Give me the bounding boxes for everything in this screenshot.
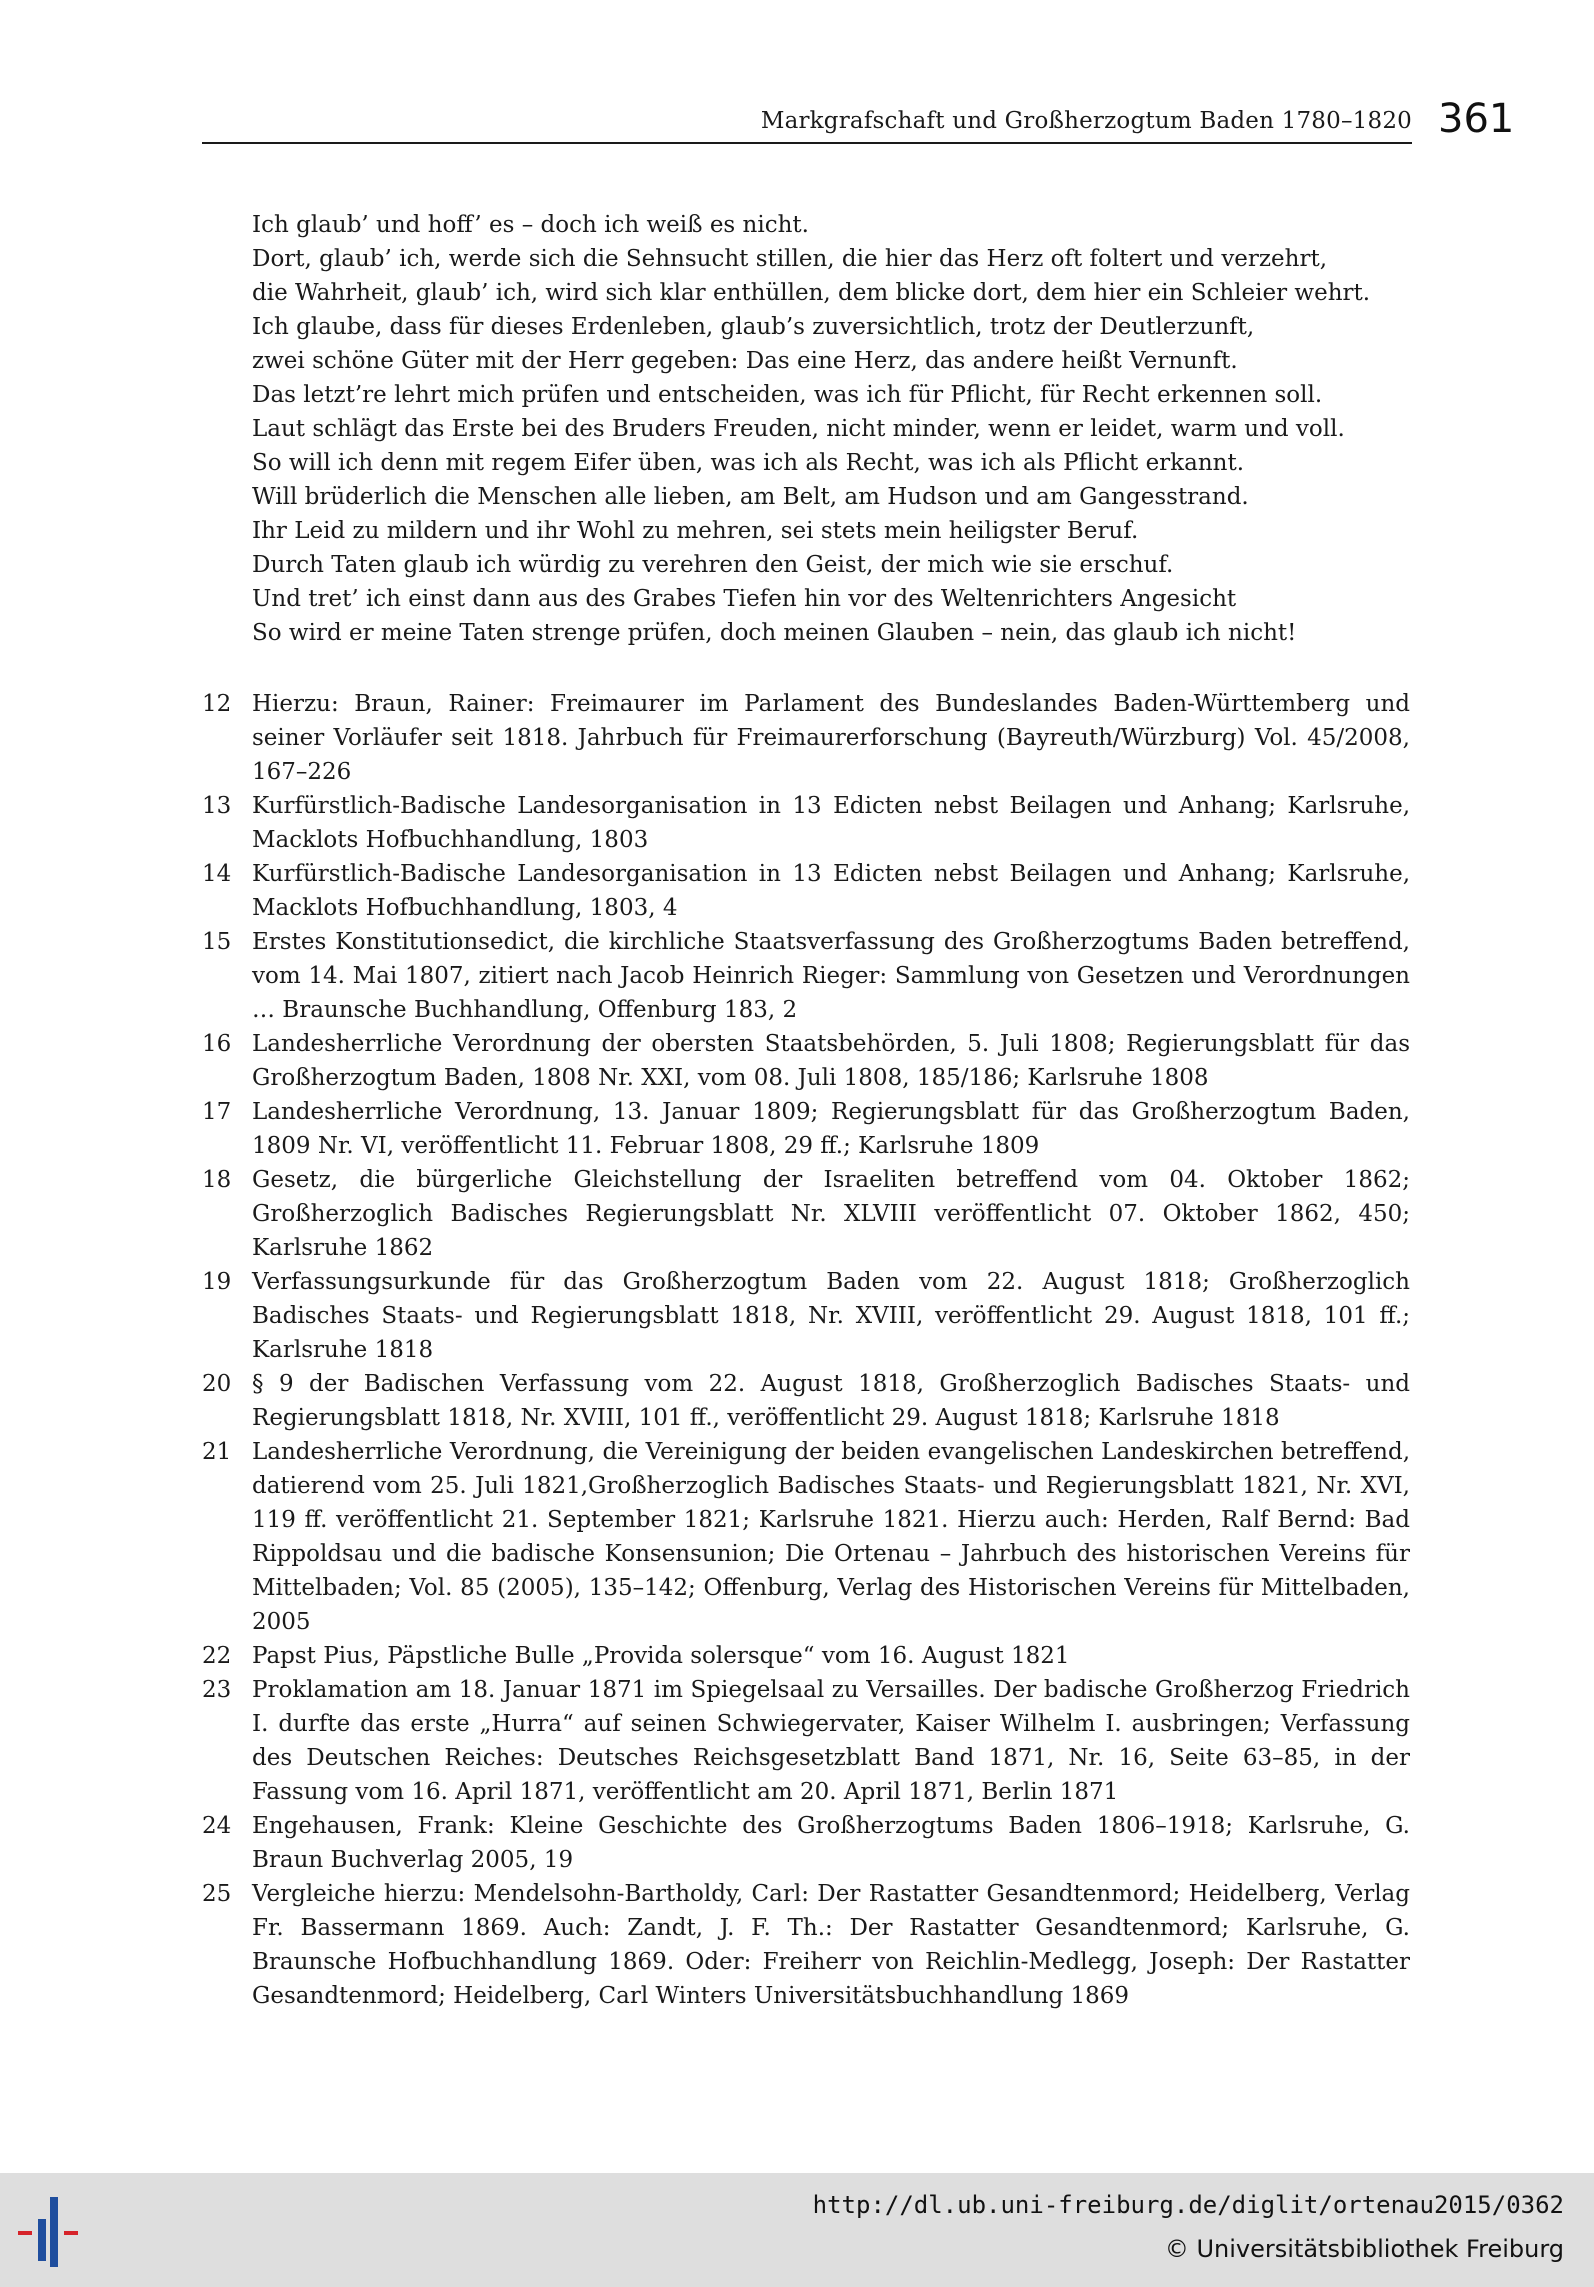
footnote-text: Hierzu: Braun, Rainer: Freimaurer im Parlament des Bundeslandes Baden-Württemberg und seiner Vorläufer seit 1818. Jahrbuch für Freimaurerforschung (Bayreuth/Würzburg) Vol. 45/2008, 167–226 xyxy=(252,691,1410,785)
footnote-number: 25 xyxy=(202,1881,232,1907)
poem-block xyxy=(252,208,1417,650)
footnote-text: Engehausen, Frank: Kleine Geschichte des Großherzogtums Baden 1806–1918; Karlsruhe, G. Braun Buchverlag 2005, 19 xyxy=(252,1813,1410,1873)
footnote-text: Proklamation am 18. Januar 1871 im Spiegelsaal zu Versailles. Der badische Großherzog Friedrich I. durfte das erste „Hurra“ auf seinen Schwiegervater, Kaiser Wilhelm I. ausbringen; Verfassung des Deutschen Reiches: Deutsches Reichsgesetzblatt Band 1871, Nr. 16, Seite 63–85, in der Fassung vom 16. April 1871, veröffentlicht am 20. April 1871, Berlin 1871 xyxy=(252,1677,1410,1805)
poem-line: Ich glaub’ und hoff’ es – doch ich weiß es nicht. xyxy=(252,212,809,238)
poem-line: So wird er meine Taten strenge prüfen, doch meinen Glauben – nein, das glaub ich nicht! xyxy=(252,620,1297,646)
footer-copyright: © Universitätsbibliothek Freiburg xyxy=(1164,2235,1564,2263)
footnote xyxy=(202,687,1410,789)
footnote-text: Landesherrliche Verordnung, 13. Januar 1809; Regierungsblatt für das Großherzogtum Baden, 1809 Nr. VI, veröffentlicht 11. Februar 1808, 29 ff.; Karlsruhe 1809 xyxy=(252,1099,1410,1159)
footnote-text: Landesherrliche Verordnung, die Vereinigung der beiden evangelischen Landeskirchen betreffend, datierend vom 25. Juli 1821,Großherzoglich Badisches Staats- und Regierungsblatt 1821, Nr. XVI, 119 ff. veröffentlicht 21. September 1821; Karlsruhe 1821. Hierzu auch: Herden, Ralf Bernd: Bad Rippoldsau und die badische Konsensunion; Die Ortenau – Jahrbuch des historischen Vereins für Mittelbaden; Vol. 85 (2005), 135–142; Offenburg, Verlag des Historischen Vereins für Mittelbaden, 2005 xyxy=(252,1439,1410,1635)
running-head xyxy=(202,92,1412,144)
footnote xyxy=(202,1095,1410,1163)
footnote xyxy=(202,1435,1410,1639)
footnote-number: 12 xyxy=(202,691,232,717)
poem-line: Will brüderlich die Menschen alle lieben, am Belt, am Hudson und am Gangesstrand. xyxy=(252,484,1249,510)
footer-url-link[interactable]: http://dl.ub.uni-freiburg.de/diglit/ortenau2015/0362 xyxy=(812,2191,1564,2219)
footnote xyxy=(202,1809,1410,1877)
footnote-number: 21 xyxy=(202,1439,232,1465)
poem-line: Dort, glaub’ ich, werde sich die Sehnsucht stillen, die hier das Herz oft foltert und verzehrt, xyxy=(252,246,1328,272)
footnote-text: § 9 der Badischen Verfassung vom 22. August 1818, Großherzoglich Badisches Staats- und Regierungsblatt 1818, Nr. XVIII, 101 ff., veröffentlicht 29. August 1818; Karlsruhe 1818 xyxy=(252,1371,1410,1431)
footnote-text: Erstes Konstitutionsedict, die kirchliche Staatsverfassung des Großherzogtums Baden betreffend, vom 14. Mai 1807, zitiert nach Jacob Heinrich Rieger: Sammlung von Gesetzen und Verordnungen … Braunsche Buchhandlung, Offenburg 183, 2 xyxy=(252,929,1410,1023)
footnote xyxy=(202,1163,1410,1265)
page-number: 361 xyxy=(1438,96,1515,142)
poem-line: Laut schlägt das Erste bei des Bruders Freuden, nicht minder, wenn er leidet, warm und voll. xyxy=(252,416,1345,442)
footnote xyxy=(202,789,1410,857)
footnote-number: 24 xyxy=(202,1813,232,1839)
footnote xyxy=(202,1265,1410,1367)
footnote-number: 17 xyxy=(202,1099,232,1125)
footnote xyxy=(202,1673,1410,1809)
running-title: Markgrafschaft und Großherzogtum Baden 1780–1820 xyxy=(760,108,1412,134)
footnote-number: 23 xyxy=(202,1677,232,1703)
footnote xyxy=(202,857,1410,925)
footnote-number: 18 xyxy=(202,1167,232,1193)
footnote xyxy=(202,1367,1410,1435)
footnote-text: Vergleiche hierzu: Mendelsohn-Bartholdy, Carl: Der Rastatter Gesandtenmord; Heidelberg, Verlag Fr. Bassermann 1869. Auch: Zandt, J. F. Th.: Der Rastatter Gesandtenmord; Karlsruhe, G. Braunsche Hofbuchhandlung 1869. Oder: Freiherr von Reichlin-Medlegg, Joseph: Der Rastatter Gesandtenmord; Heidelberg, Carl Winters Universitätsbuchhandlung 1869 xyxy=(252,1881,1410,2009)
footnote-number: 16 xyxy=(202,1031,232,1057)
footnote-text: Verfassungsurkunde für das Großherzogtum Baden vom 22. August 1818; Großherzoglich Badisches Staats- und Regierungsblatt 1818, Nr. XVIII, veröffentlicht 29. August 1818, 101 ff.; Karlsruhe 1818 xyxy=(252,1269,1410,1363)
footnotes-list xyxy=(202,687,1410,2013)
footnote-text: Papst Pius, Päpstliche Bulle „Provida solersque“ vom 16. August 1821 xyxy=(252,1643,1070,1669)
footnote-text: Landesherrliche Verordnung der obersten Staatsbehörden, 5. Juli 1808; Regierungsblatt für das Großherzogtum Baden, 1808 Nr. XXI, vom 08. Juli 1808, 185/186; Karlsruhe 1808 xyxy=(252,1031,1410,1091)
footnote xyxy=(202,925,1410,1027)
footnote-number: 14 xyxy=(202,861,232,887)
footnote-text: Gesetz, die bürgerliche Gleichstellung der Israeliten betreffend vom 04. Oktober 1862; Großherzoglich Badisches Regierungsblatt Nr. XLVIII veröffentlicht 07. Oktober 1862, 450; Karlsruhe 1862 xyxy=(252,1167,1410,1261)
poem-line: So will ich denn mit regem Eifer üben, was ich als Recht, was ich als Pflicht erkannt. xyxy=(252,450,1245,476)
footer-bar xyxy=(0,2173,1594,2287)
poem-line: Das letzt’re lehrt mich prüfen und entscheiden, was ich für Pflicht, für Recht erkennen soll. xyxy=(252,382,1323,408)
footnote xyxy=(202,1639,1410,1673)
poem-line: zwei schöne Güter mit der Herr gegeben: Das eine Herz, das andere heißt Vernunft. xyxy=(252,348,1238,374)
poem-line: Durch Taten glaub ich würdig zu verehren den Geist, der mich wie sie erschuf. xyxy=(252,552,1174,578)
footnote-number: 19 xyxy=(202,1269,232,1295)
footnote-text: Kurfürstlich-Badische Landesorganisation in 13 Edicten nebst Beilagen und Anhang; Karlsruhe, Macklots Hofbuchhandlung, 1803 xyxy=(252,793,1410,853)
poem-line: Ihr Leid zu mildern und ihr Wohl zu mehren, sei stets mein heiligster Beruf. xyxy=(252,518,1139,544)
footnote xyxy=(202,1027,1410,1095)
footnote xyxy=(202,1877,1410,2013)
ub-freiburg-logo-icon xyxy=(18,2191,80,2273)
footnote-text: Kurfürstlich-Badische Landesorganisation in 13 Edicten nebst Beilagen und Anhang; Karlsruhe, Macklots Hofbuchhandlung, 1803, 4 xyxy=(252,861,1410,921)
poem-line: Und tret’ ich einst dann aus des Grabes Tiefen hin vor des Weltenrichters Angesicht xyxy=(252,586,1237,612)
poem-line: die Wahrheit, glaub’ ich, wird sich klar enthüllen, dem blicke dort, dem hier ein Schleier wehrt. xyxy=(252,280,1371,306)
footnote-number: 13 xyxy=(202,793,232,819)
footnote-number: 15 xyxy=(202,929,232,955)
footnote-number: 20 xyxy=(202,1371,232,1397)
footnote-number: 22 xyxy=(202,1643,232,1669)
poem-line: Ich glaube, dass für dieses Erdenleben, glaub’s zuversichtlich, trotz der Deutlerzunft, xyxy=(252,314,1255,340)
